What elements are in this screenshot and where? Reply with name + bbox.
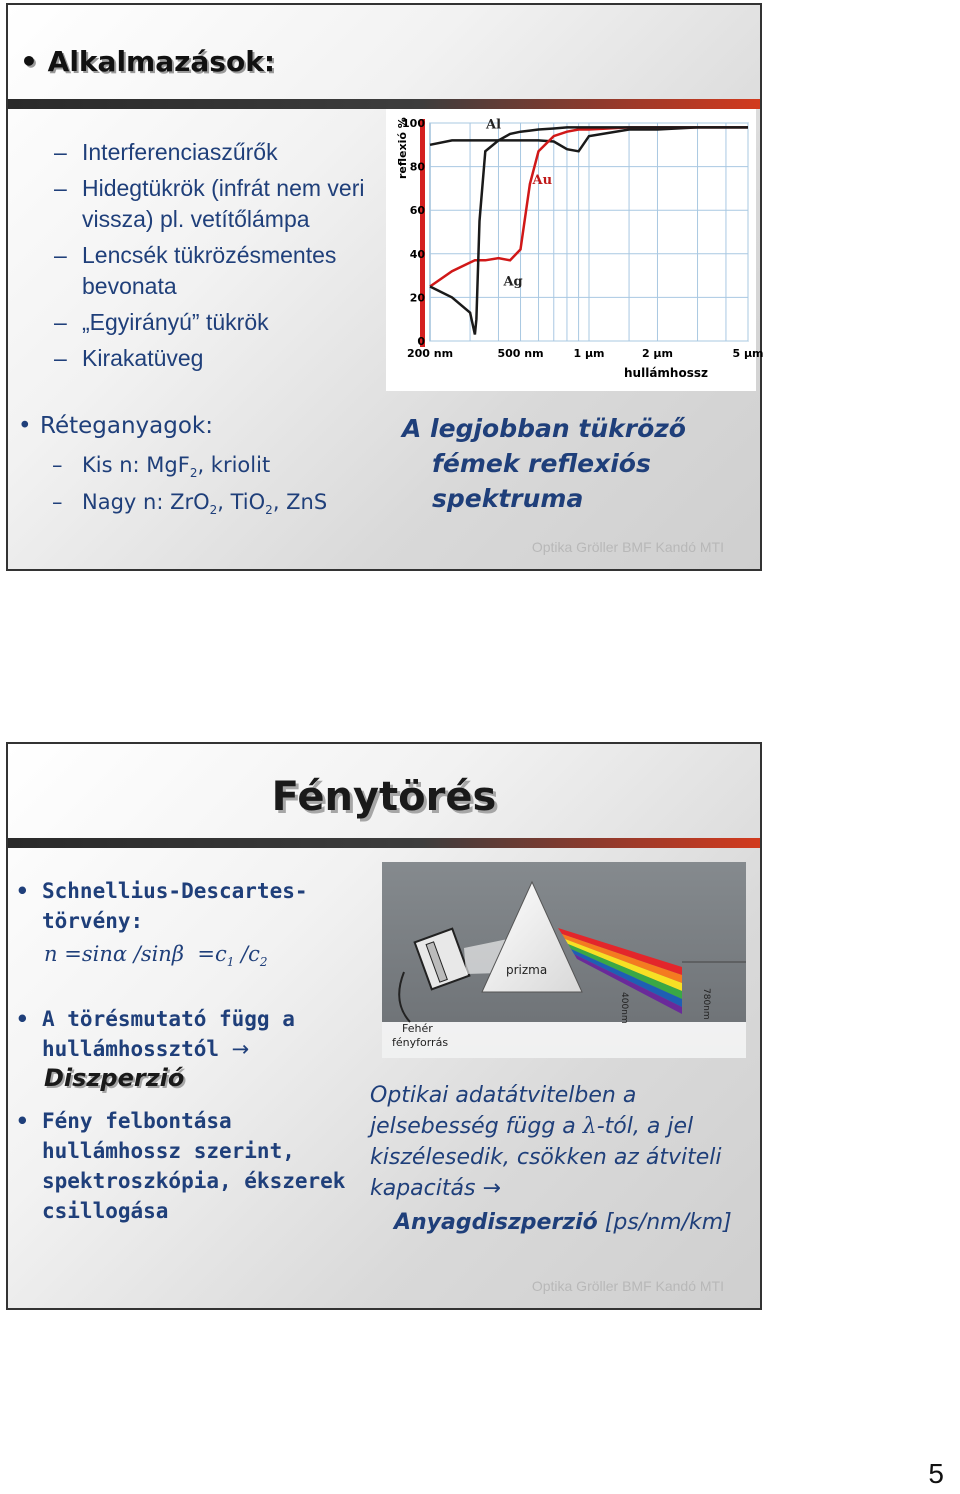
slide-footer: Optika Gröller BMF Kandó MTI [531,1278,724,1294]
wavelength-780-label: 780nm [701,988,711,1020]
source-label-line2: fényforrás [392,1036,449,1049]
small-n-sub: 2 [189,466,198,481]
bullet-symbol: • [20,45,38,78]
chart-xlabel: hullámhossz [624,366,708,380]
large-n-item: – Nagy n: ZrO$_2$, TiO$_2$, ZnS [52,490,328,518]
resolution-text: Fény felbontása hullámhossz szerint, spektroszkópia, ékszerek csillogása [42,1109,346,1223]
y-tick-label: 60 [409,204,425,218]
optical-transmission-note [370,1080,760,1204]
x-tick-label: 500 nm [497,347,544,360]
bullet-symbol: • [16,1109,29,1133]
note-part1: Optikai adatátvitelben a jelsebesség függ a [370,1083,637,1139]
law-title: Schnellius-Descartes-törvény: [42,879,308,933]
reflection-chart [386,109,764,391]
title-text: Alkalmazások: [47,45,276,78]
large-n-sub1: 2 [209,503,218,518]
law-item [16,876,336,936]
x-tick-label: 2 µm [641,347,674,360]
reflection-chart-svg [386,109,764,391]
y-tick-label: 0 [417,335,425,348]
caption-line: fémek reflexiós [432,449,651,478]
chart-left-accent [420,119,425,347]
arrow-icon: → [231,1037,250,1061]
bullet-symbol: • [16,1007,29,1031]
caption-line: A legjobban tükröző [402,414,686,443]
small-n-prefix: Kis n: MgF [82,453,190,477]
dispersion-unit: [ps/nm/km] [604,1210,732,1235]
layer-materials-label: Réteganyagok: [40,413,213,439]
series-label: Ag [503,274,523,290]
arrow-icon: → [482,1176,501,1201]
slide-title [20,45,275,78]
dependence-text: A törésmutató függ a hullámhossztól [42,1007,295,1061]
y-tick-label: 20 [409,291,425,305]
large-n-prefix: Nagy n: ZrO [82,490,210,514]
small-n-item: – Kis n: MgF$_2$, kriolit [52,453,271,481]
slide-title: Fénytörés [271,774,497,820]
series-label: Au [532,173,553,189]
slide-refraction [6,742,762,1310]
source-label-line1: Fehér [402,1022,433,1035]
bullet-symbol: • [16,879,29,903]
y-tick-label: 80 [409,160,425,174]
prism-image [382,862,746,1058]
list-item: – „Egyirányú” tükrök [52,307,382,338]
caption-line: spektruma [432,484,584,513]
note-part2: -tól, a jel kiszélesedik, csökken az átviteli kapacitás [370,1114,722,1201]
y-tick-label: 40 [409,247,425,261]
list-item: – Kirakatüveg [52,343,382,374]
prism-illustration [382,862,746,1058]
y-tick-label: 100 [402,117,425,130]
chart-caption [402,411,742,516]
x-tick-label: 1 µm [573,347,605,360]
title-divider [8,99,760,109]
material-dispersion-label: Anyagdiszperzió [394,1210,598,1235]
large-n-sub2: 2 [265,503,273,518]
title-divider [8,838,760,848]
x-tick-label: 5 µm [732,347,764,360]
resolution-item [16,1106,376,1226]
series-label: Al [486,117,502,133]
page-number: 5 [928,1458,944,1489]
dispersion-label: Diszperzió [44,1064,185,1092]
snell-formula: n =sinα $/\sin\beta =c_1$ $/c_2$ [44,942,268,970]
layer-materials-heading [18,413,213,439]
large-n-suffix: , ZnS [272,490,328,514]
chart-ylabel: reflexió % [396,117,409,179]
small-n-suffix: , kriolit [197,453,271,477]
slide-applications [6,3,762,571]
bullet-symbol: • [18,413,32,439]
x-tick-label: 200 nm [406,347,454,360]
wavelength-400-label: 400nm [619,992,629,1024]
large-n-mid: , TiO [217,490,266,514]
applications-list [52,137,382,379]
list-item: – Lencsék tükrözésmentes bevonata [52,240,382,302]
list-item: – Interferenciaszűrők [52,137,382,168]
slide-footer: Optika Gröller BMF Kandó MTI [531,539,724,555]
dependence-item [16,1004,346,1064]
list-item: – Hidegtükrök (infrát nem veri vissza) pl. vetítőlámpa [52,173,382,235]
lambda-symbol: λ [582,1114,597,1139]
material-dispersion-line [394,1210,732,1235]
prism-label: prizma [506,963,548,977]
